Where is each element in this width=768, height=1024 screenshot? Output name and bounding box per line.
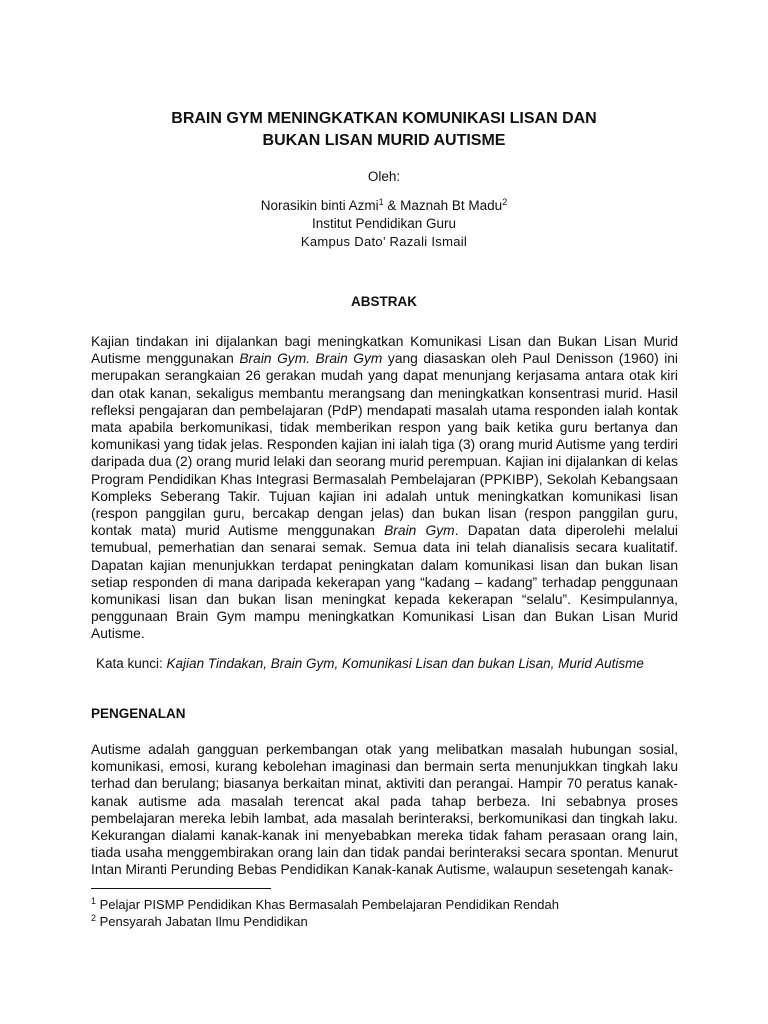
footnote-2-mark: 2 <box>91 913 97 923</box>
campus: Kampus Dato’ Razali Ismail <box>300 234 468 249</box>
abstract-text-2: yang diasaskan oleh Paul Denisson (1960) ini merupakan serangkaian 26 gerakan mudah yang dapat menunjang kerjasama antara otak kiri dan otak kanan, sekaligus membantu merangsang dan meningkatkan konsentrasi murid. Hasil refleksi pengajaran dan pembelajaran (PdP) mendapati masalah utama responden ialah kontak mata apabila berkomunikasi, tidak memberikan respon yang baik ketika guru bertanya dan komunikasi yang tidak jelas. Responden kajian ini ialah tiga (3) orang murid Autisme yang terdiri daripada dua (2) orang murid lelaki dan seorang murid perempuan. Kajian ini dijalankan di kelas Program Pendidikan Khas Integrasi Bermasalah Pembelajaran (PPKIBP), Sekolah Kebangsaan Kompleks Seberang Takir. Tujuan kajian ini adalah untuk meningkatkan komunikasi lisan (respon panggilan guru, bercakap dengan jelas) dan bukan lisan (respon panggilan guru, kontak mata) murid Autisme menggunakan <box>91 351 678 539</box>
footnote-divider <box>91 888 271 889</box>
footnote-1-mark: 1 <box>91 896 97 906</box>
abstract-italic-2: Brain Gym <box>384 523 455 539</box>
abstract-italic-1: Brain Gym. Brain Gym <box>239 351 383 367</box>
footnote-2 <box>91 913 308 930</box>
footnote-2-text: Pensyarah Jabatan Ilmu Pendidikan <box>96 914 308 929</box>
keywords-terms: Kajian Tindakan, Brain Gym, Komunikasi Lisan dan bukan Lisan, Murid Autisme <box>166 656 644 671</box>
author-2: Maznah Bt Madu <box>400 198 503 213</box>
paper-title <box>0 108 768 152</box>
footnote-1-text: Pelajar PISMP Pendidikan Khas Bermasalah Pembelajaran Pendidikan Rendah <box>96 897 560 912</box>
author-list <box>0 197 768 215</box>
author-1-footnote-mark: 1 <box>378 197 384 207</box>
footnote-1 <box>91 896 559 913</box>
title-line-1: BRAIN GYM MENINGKATKAN KOMUNIKASI LISAN DAN <box>171 110 597 127</box>
author-2-footnote-mark: 2 <box>502 197 508 207</box>
abstract-paragraph <box>91 333 678 643</box>
byline: Oleh: <box>367 169 401 184</box>
title-line-2: BUKAN LISAN MURID AUTISME <box>262 132 506 149</box>
abstract-text-1: Kajian tindakan ini dijalankan bagi meningkatkan Komunikasi Lisan dan Bukan Lisan Murid Autisme menggunakan <box>91 334 678 367</box>
keywords <box>96 655 644 672</box>
intro-paragraph: Autisme adalah gangguan perkembangan otak yang melibatkan masalah hubungan sosial, komunikasi, emosi, kurang kebolehan imaginasi dan bermain serta menunjukkan tingkah laku terhad dan berulang; biasanya berkaitan minat, aktiviti dan perangai. Hampir 70 peratus kanak-kanak autisme ada masalah terencat akal pada tahap berbeza. Ini sebabnya proses pembelajaran mereka lebih lambat, ada masalah berinteraksi, berkomunikasi dan tingkah laku. Kekurangan dialami kanak-kanak ini menyebabkan mereka tidak faham perasaan orang lain, tiada usaha menggembirakan orang lain dan tidak pandai berinteraksi secara spontan. Menurut Intan Miranti Perunding Bebas Pendidikan Kanak-kanak Autisme, walaupun sesetengah kanak- <box>91 742 678 878</box>
author-separator: & <box>383 198 401 213</box>
abstract-heading: ABSTRAK <box>351 294 417 309</box>
intro-heading: PENGENALAN <box>91 706 186 721</box>
abstract-text-3: . Dapatan data diperolehi melalui temubual, pemerhatian dan senarai semak. Semua data ini telah dianalisis secara kualitatif. Dapatan kajian menunjukkan terdapat peningkatan dalam komunikasi lisan dan bukan lisan setiap responden di mana daripada kekerapan yang “kadang – kadang” terhadap penggunaan komunikasi lisan dan bukan lisan meningkat kepada kekerapan “selalu”. Kesimpulannya, penggunaan Brain Gym mampu meningkatkan Komunikasi Lisan dan Bukan Lisan Murid Autisme. <box>91 523 679 642</box>
keywords-label: Kata kunci: <box>96 656 167 671</box>
author-1: Norasikin binti Azmi <box>260 198 379 213</box>
institution: Institut Pendidikan Guru <box>311 216 457 231</box>
